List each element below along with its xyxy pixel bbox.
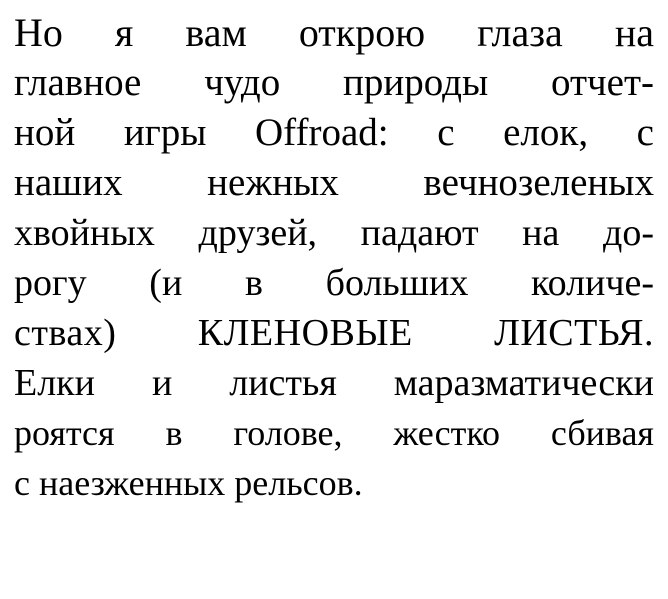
text-line-8: [14, 358, 654, 408]
text-line-9: [14, 408, 654, 458]
line-text: наших нежных вечнозеленых: [14, 161, 654, 204]
line-text: главное чудо природы отчет-: [14, 61, 654, 104]
line-text: ствах) КЛЕНОВЫЕ ЛИСТЬЯ.: [14, 312, 654, 354]
paragraph-block: [14, 8, 654, 508]
line-text: рогу (и в больших количе-: [14, 262, 654, 304]
paragraph: [14, 8, 654, 508]
text-line-1: [14, 8, 654, 58]
line-text: Но я вам открою глаза на: [14, 10, 654, 55]
text-line-10: [14, 458, 654, 508]
text-line-3: [14, 108, 654, 158]
line-text: роятся в голове, жестко сбивая: [14, 413, 654, 453]
line-text: ной игры Offroad: с елок, с: [14, 111, 654, 154]
text-line-4: [14, 158, 654, 208]
line-text: с наезженных рельсов.: [14, 463, 363, 503]
text-line-5: [14, 208, 654, 258]
line-text: хвойных друзей, падают на до-: [14, 212, 654, 254]
line-text: Елки и листья маразматически: [14, 362, 654, 404]
text-line-6: [14, 258, 654, 308]
text-line-2: [14, 58, 654, 108]
text-line-7: [14, 308, 654, 358]
